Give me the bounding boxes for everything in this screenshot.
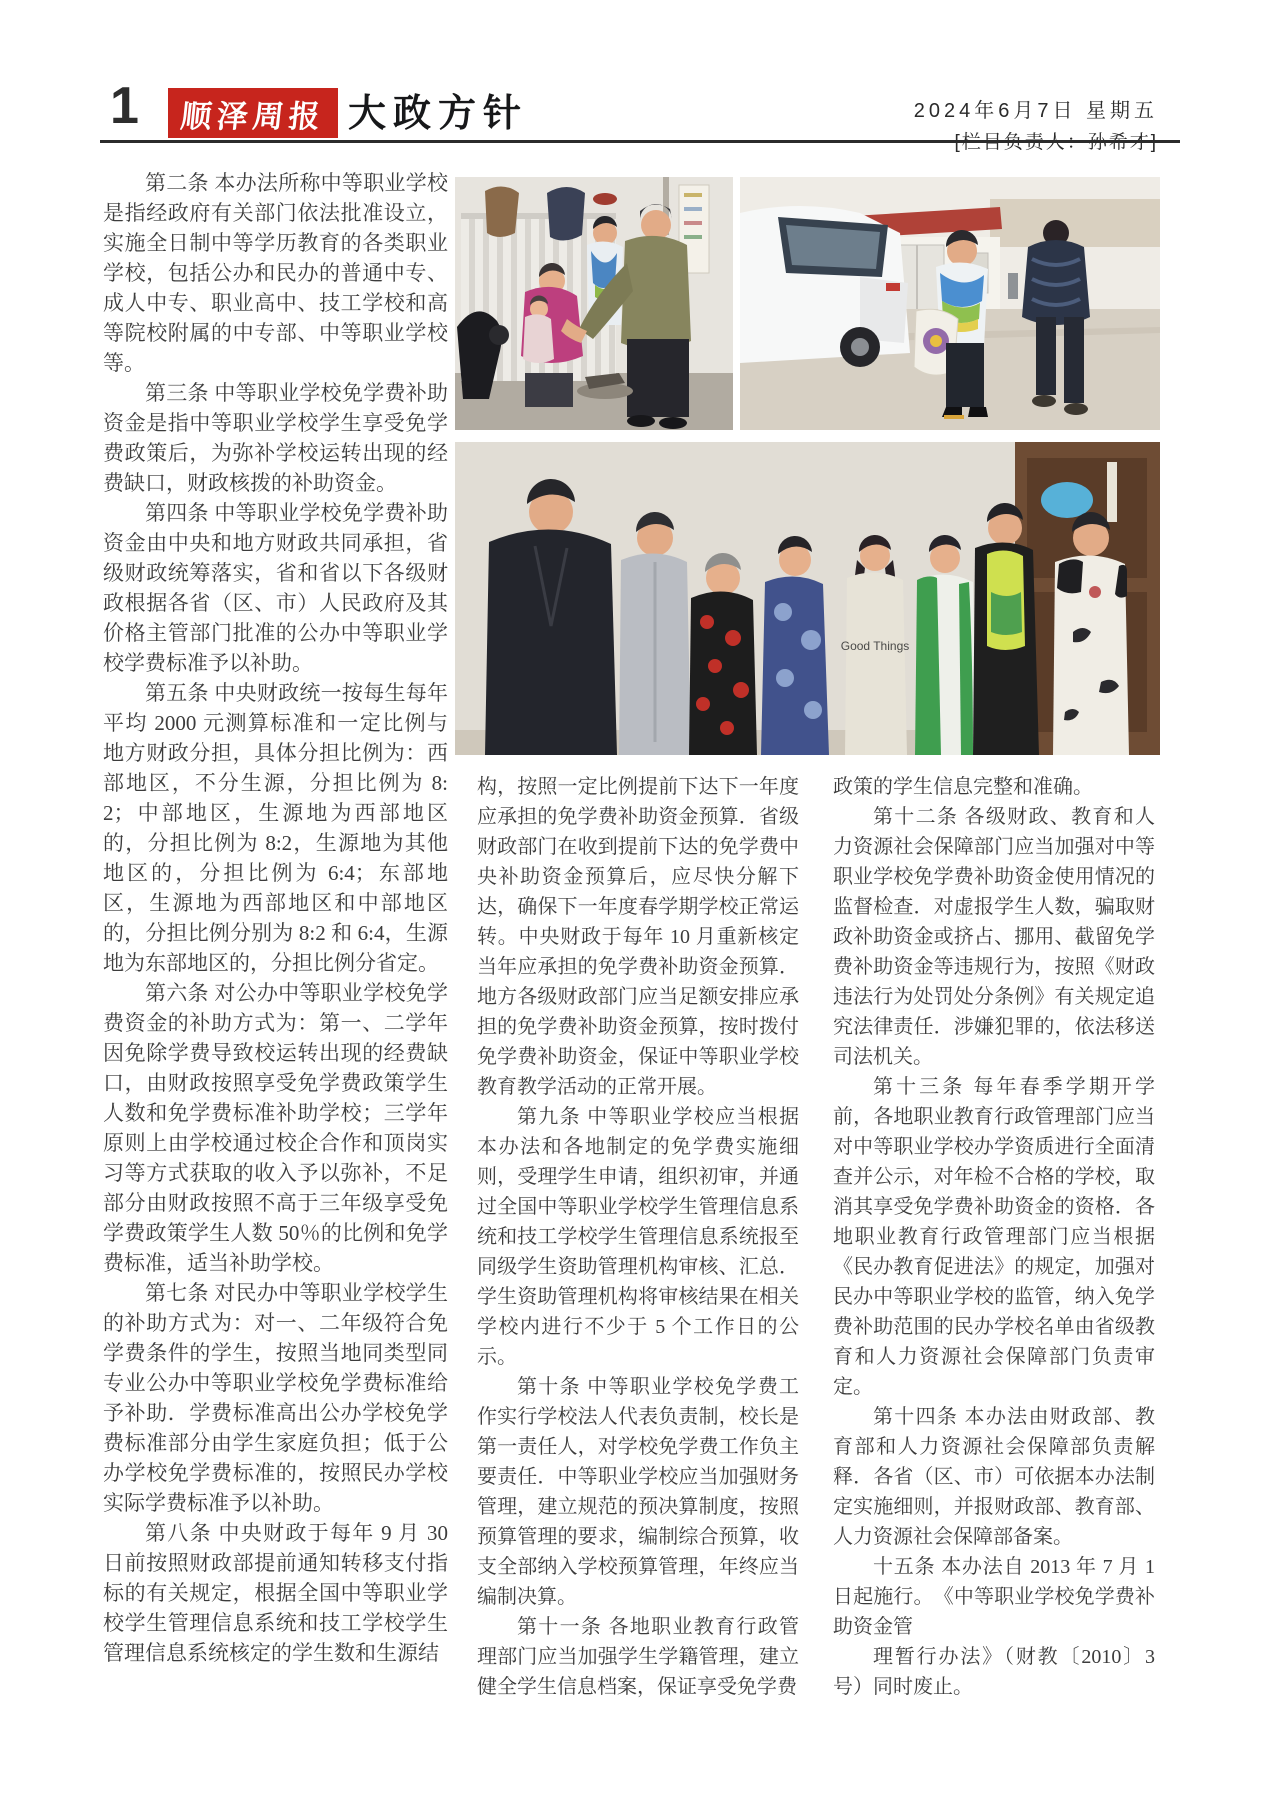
paragraph: 第八条 中央财政于每年 9 月 30 日前按照财政部提前通知转移支付指标的有关规定，根据全国中等职业学校学生管理信息系统和技工学校学生管理信息系统核定的学生数和生源结 xyxy=(103,1521,448,1665)
hoodie-text: Good Things xyxy=(840,639,910,653)
hanging-cloth-brown xyxy=(485,186,519,237)
page-number: 1 xyxy=(110,77,139,135)
paragraph: 第九条 中等职业学校应当根据本办法和各地制定的免学费实施细则，受理学生申请，组织初审，并通过全国中等职业学校学生管理信息系统和技工学校学生管理信息系统报至同级学生资助管理机构审核、汇总．学生资助管理机构将审核结果在相关学校内进行不少于 5 个工作日的公示。 xyxy=(477,1106,799,1368)
photo-family-group xyxy=(455,442,1160,755)
paragraph: 第五条 中央财政统一按每生每年平均 2000 元测算标准和一定比例与地方财政分担，具体分担比例为：西部地区，不分生源，分担比例为 8:2；中部地区，生源地为西部地区的，分担比例为 8:2，生源地为其他地区的，分担比例为 6:4；东部地区，生源地为西部地区和中部地区的，分担比例分别为 8:2 和 6:4，生源地为东部地区的，分担比例分省定。 xyxy=(103,681,448,975)
paragraph: 构，按照一定比例提前下达下一年度应承担的免学费补助资金预算．省级财政部门在收到提前下达的免学费中央补助资金预算后，应尽快分解下达，确保下一年度春学期学校正常运转。中央财政于每年 10 月重新核定当年应承担的免学费补助资金预算．地方各级财政部门应当足额安排应承担的免学费补助资金预算，按时拨付免学费补助资金，保证中等职业学校教育教学活动的正常开展。 xyxy=(477,776,799,1098)
section-title: 大政方针 xyxy=(348,93,529,135)
article-column-3 xyxy=(833,772,1155,1702)
hanging-cloth-navy xyxy=(547,187,585,241)
paragraph: 第六条 对公办中等职业学校免学费资金的补助方式为：第一、二学年因免除学费导致校运转出现的经费缺口，由财政按照享受免学费政策学生人数和免学费标准补助学校；三学年原则上由学校通过校企合作和顶岗实习等方式获取的收入予以弥补，不足部分由财政按照不高于三年级享受免学费政策学生人数 50％的比例和免学费标准，适当补助学校。 xyxy=(103,981,448,1275)
paragraph: 第二条 本办法所称中等职业学校是指经政府有关部门依法批准设立，实施全日制中等学历教育的各类职业学校，包括公办和民办的普通中专、成人中专、职业高中、技工学校和高等院校附属的中专部、中等职业学校等。 xyxy=(103,171,448,375)
date-block xyxy=(914,94,1158,154)
paragraph: 理暂行办法》（财教〔2010〕3 号）同时废止。 xyxy=(833,1646,1155,1698)
paragraph: 第十二条 各级财政、教育和人力资源社会保障部门应当加强对中等职业学校免学费补助资金使用情况的监督检查．对虚报学生人数，骗取财政补助资金或挤占、挪用、截留免学费补助资金等违规行为，按照《财政违法行为处罚处分条例》有关规定追究法律责任．涉嫌犯罪的，依法移送司法机关。 xyxy=(833,806,1155,1068)
paragraph: 第三条 中等职业学校免学费补助资金是指中等职业学校学生享受免学费政策后，为弥补学校运转出现的经费缺口，财政核拨的补助资金。 xyxy=(103,381,448,495)
photo-supplies-delivery-car xyxy=(740,177,1160,430)
header-rule xyxy=(100,140,1180,143)
date-line: 2024年6月7日 星期五 xyxy=(913,100,1158,122)
paragraph: 第四条 中等职业学校免学费补助资金由中央和地方财政共同承担，省级财政统筹落实，省和省以下各级财政根据各省（区、市）人民政府及其价格主管部门批准的公办中等职业学校学费标准予以补助。 xyxy=(103,501,448,675)
paragraph: 第十四条 本办法由财政部、教育部和人力资源社会保障部负责解释．各省（区、市）可依据本办法制定实施细则，并报财政部、教育部、人力资源社会保障部备案。 xyxy=(833,1406,1155,1548)
masthead-title: 顺泽周报 xyxy=(178,98,327,134)
article-column-2 xyxy=(477,772,799,1702)
masthead-box xyxy=(168,88,338,138)
paragraph: 第十三条 每年春季学期开学前，各地职业教育行政管理部门应当对中等职业学校办学资质进行全面清查并公示，对年检不合格的学校，取消其享受免学费补助资金的资格．各地职业教育行政管理部门应当根据《民办教育促进法》的规定，加强对民办中等职业学校的监管，纳入免学费补助范围的民办学校名单由省级教育和人力资源社会保障部门负责审定。 xyxy=(833,1076,1155,1398)
article-column-1 xyxy=(103,168,448,1668)
paragraph: 第十一条 各地职业教育行政管理部门应当加强学生学籍管理，建立健全学生信息档案，保证享受免学费 xyxy=(477,1616,799,1698)
paragraph: 第十条 中等职业学校免学费工作实行学校法人代表负责制，校长是第一责任人，对学校免学费工作负主要责任．中等职业学校应当加强财务管理，建立规范的预决算制度，按照预算管理的要求，编制综合预算，收支全部纳入学校预算管理，年终应当编制决算。 xyxy=(477,1376,799,1608)
paragraph: 政策的学生信息完整和准确。 xyxy=(833,776,1093,798)
paragraph: 十五条 本办法自 2013 年 7 月 1 日起施行。 《中等职业学校免学费补助资金管 xyxy=(833,1556,1155,1638)
photo-home-visit-handshake xyxy=(455,177,733,430)
paragraph: 第七条 对民办中等职业学校学生的补助方式为：对一、二年级符合免学费条件的学生，按照当地同类型同专业公办中等职业学校免学费标准给予补助．学费标准高出公办学校免学费标准部分由学生家庭负担；低于公办学校免学费标准的，按照民办学校实际学费标准予以补助。 xyxy=(103,1281,448,1515)
white-car-open-trunk xyxy=(740,206,910,367)
blue-helmet xyxy=(1041,482,1093,518)
